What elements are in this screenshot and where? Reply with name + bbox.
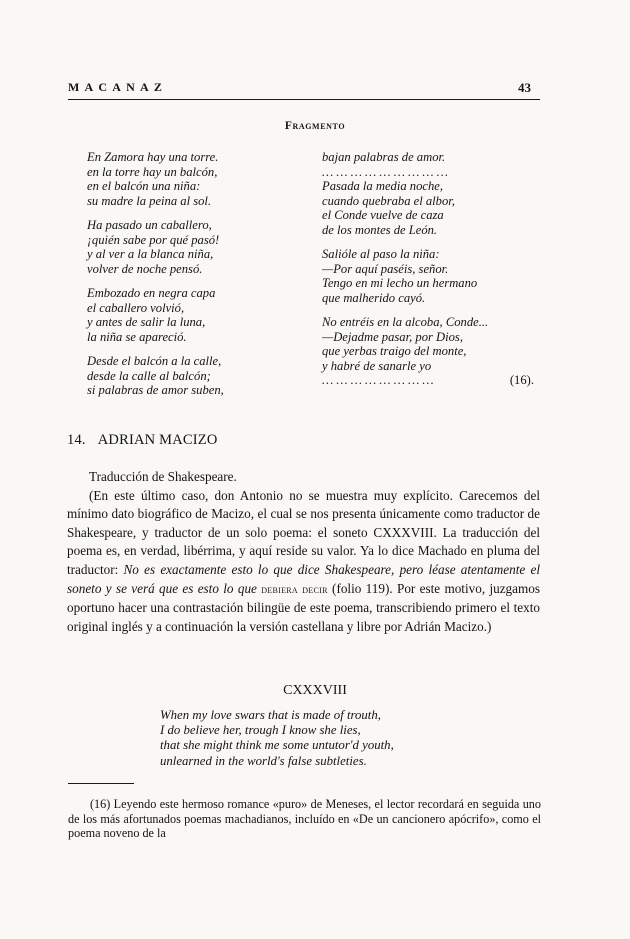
poem-line: En Zamora hay una torre. [87, 150, 219, 164]
body-paragraph: Traducción de Shakespeare. [89, 469, 237, 484]
poem-line: —Por aquí paséis, señor. [322, 261, 449, 276]
section-heading [67, 432, 230, 449]
poem-line: Embozado en negra capa [87, 286, 216, 300]
section-title: ADRIAN MACIZO [97, 432, 218, 448]
poem-stanza [322, 150, 522, 237]
poem-line: el Conde vuelve de caza [322, 208, 444, 222]
footnote-text: (16) Leyendo este hermoso romance «puro» de Meneses, el lector recordará en seguida uno de los más afortunados poemas machadianos, incluído en «De un cancionero apócrifo», como el poema noveno de la [68, 797, 541, 841]
poem-line: su madre la peina al sol. [87, 193, 212, 208]
poem-stanza [87, 354, 297, 398]
poem-ellipsis-line: … … … … … … … … … [322, 164, 448, 179]
poem-stanza [87, 286, 297, 344]
sonnet-line: I do believe her, trough I know she lies, [160, 723, 361, 738]
sonnet-line: unlearned in the world's false subtleties. [160, 753, 367, 768]
body-text [67, 468, 540, 636]
poem-line: en el balcón una niña: [87, 179, 201, 193]
body-text-run: (En este último caso, don Antonio no se muestra muy explícito. Carecemos del mínimo dato biográfico de Macizo, el cual se nos presenta únicamente como traductor de Shakespeare, y traductor de un solo poema: el soneto CXXXVIII. La traducción del poema es, en verdad, libérrima, y aquí reside su valor. Ya lo dice Machado en pluma del traductor: [67, 487, 540, 577]
poem-line: cuando quebraba el albor, [322, 193, 455, 208]
poem-line: en la torre hay un balcón, [87, 164, 218, 179]
running-title: MACANAZ [68, 80, 168, 94]
page-number: 43 [518, 80, 531, 95]
poem-line: bajan palabras de amor. [322, 150, 446, 164]
poem-line: No entréis en la alcoba, Conde... [322, 315, 489, 329]
poem-line: el caballero volvió, [87, 300, 185, 315]
body-text-run: (folio 119). Por este motivo, juzgamos oportuno hacer una contrastación bilingüe de este poema, transcribiendo primero el texto original inglés y a continuación la versión castellana y libre por Adrián Macizo.) [67, 580, 540, 634]
footnote [68, 797, 541, 841]
poem-stanza [87, 150, 297, 208]
poem-line: que yerbas traigo del monte, [322, 344, 467, 358]
poem-ellipsis-line [322, 373, 534, 388]
header-rule [68, 99, 540, 100]
poem-line: de los montes de León. [322, 222, 438, 237]
poem-line: Tengo en mi lecho un hermano [322, 276, 478, 290]
quoted-italic: No es exactamente esto lo que dice Shakespeare, pero léase atentamente el soneto y se verá que es esto lo que [67, 561, 540, 596]
body-paragraph [67, 487, 540, 637]
poem-line: Ha pasado un caballero, [87, 218, 212, 232]
poem-line: y antes de salir la luna, [87, 315, 206, 329]
poem-line: Salióle al paso la niña: [322, 247, 440, 261]
poem-line: la niña se apareció. [87, 329, 187, 344]
small-caps-text: debiera decir [261, 583, 328, 596]
poem-stanza [87, 218, 297, 276]
footnote-reference[interactable]: (16). [509, 373, 534, 387]
poem-line: —Dejadme pasar, por Dios, [322, 329, 463, 344]
poem-line: ¡quién sabe por qué pasó! [87, 232, 220, 247]
poem-line: que malherido cayó. [322, 290, 426, 305]
poem-right-column [322, 150, 534, 398]
poem-line: y habré de sanarle yo [322, 358, 432, 373]
footnote-rule [68, 783, 134, 784]
sonnet-line: that she might think me some untutor'd youth, [160, 738, 394, 753]
section-number: 14. [67, 432, 86, 448]
sonnet-line: When my love swars that is made of trouth, [160, 708, 381, 722]
poem-line: si palabras de amor suben, [87, 383, 224, 397]
poem-line: volver de noche pensó. [87, 261, 203, 276]
ellipsis: … … … … … … … … [322, 373, 434, 387]
poem-line: desde la calle al balcón; [87, 368, 211, 383]
poem-line: Desde el balcón a la calle, [87, 354, 222, 368]
sonnet-text [160, 708, 394, 769]
poem-stanza [322, 315, 534, 388]
poem-left-column [87, 150, 297, 408]
fragment-title: Fragmento [284, 120, 346, 132]
sonnet-title: CXXXVIII [283, 683, 347, 698]
poem-line: Pasada la media noche, [322, 179, 444, 193]
poem-stanza [322, 247, 522, 305]
poem-line: y al ver a la blanca niña, [87, 247, 214, 261]
